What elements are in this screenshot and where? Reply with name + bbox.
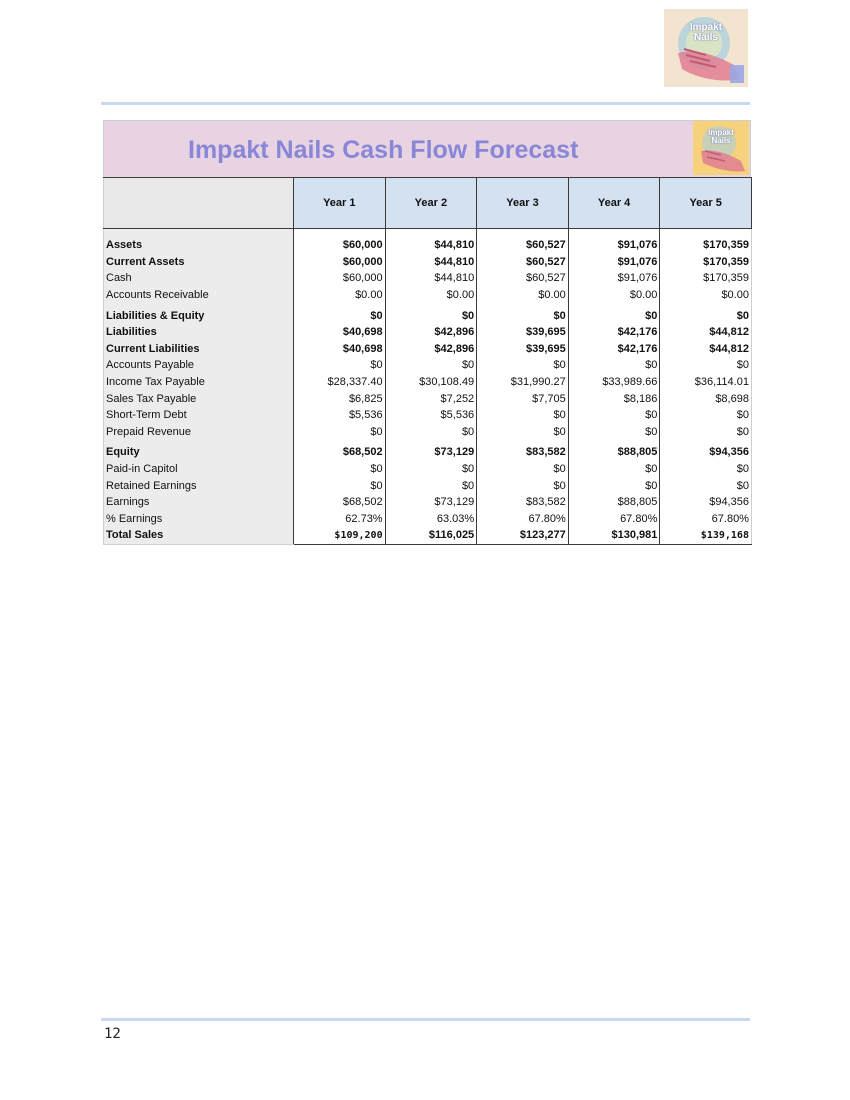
row-label: Prepaid Revenue [104,424,294,441]
spacer-cell [660,229,752,238]
value-cell: $0 [294,357,386,374]
header-corner [104,178,294,229]
spacer-cell [294,229,386,238]
value-cell: $0.00 [568,287,660,304]
table-row [104,307,752,324]
value-cell: $0 [385,357,477,374]
logo-text-line2: Nails [711,135,731,145]
table-row [104,477,752,494]
value-cell: $91,076 [568,254,660,271]
header-rule [101,102,750,105]
value-cell: $0 [660,307,752,324]
table-row [104,461,752,478]
value-cell: 62.73% [294,511,386,528]
table-row [104,511,752,528]
value-cell: $170,359 [660,237,752,254]
header-row [104,178,752,229]
page-number: 12 [104,1026,121,1042]
value-cell: $0 [477,407,569,424]
table-row [104,374,752,391]
value-cell: $0 [660,407,752,424]
value-cell: $42,896 [385,341,477,358]
value-cell: $0 [477,461,569,478]
column-header: Year 5 [660,178,752,229]
value-cell: $39,695 [477,324,569,341]
table-row [104,341,752,358]
row-label: Liabilities & Equity [104,307,294,324]
sheet-title: Impakt Nails Cash Flow Forecast [188,136,579,164]
row-label: Income Tax Payable [104,374,294,391]
value-cell: $91,076 [568,237,660,254]
value-cell: $60,000 [294,237,386,254]
value-cell: $0 [660,461,752,478]
value-cell: $7,705 [477,390,569,407]
hand-nails-icon [664,9,748,87]
footer-rule [101,1018,750,1021]
value-cell: $0.00 [660,287,752,304]
value-cell: $0 [568,424,660,441]
row-label: Equity [104,444,294,461]
table-row [104,527,752,544]
table-body [104,229,752,545]
value-cell: $6,825 [294,390,386,407]
value-cell: $44,812 [660,324,752,341]
table-row [104,407,752,424]
row-label: Paid-in Capitol [104,461,294,478]
value-cell: $40,698 [294,341,386,358]
column-header: Year 4 [568,178,660,229]
value-cell: $0 [385,477,477,494]
value-cell: $0 [568,477,660,494]
value-cell: $0.00 [294,287,386,304]
value-cell: $0 [568,357,660,374]
spacer-row [104,229,752,238]
logo-text-line1: Impakt [708,127,734,137]
table-row [104,424,752,441]
value-cell: $42,896 [385,324,477,341]
row-label: Earnings [104,494,294,511]
row-label: Accounts Receivable [104,287,294,304]
table-row [104,324,752,341]
value-cell: 67.80% [660,511,752,528]
value-cell: $170,359 [660,270,752,287]
spacer-cell [568,229,660,238]
row-label: % Earnings [104,511,294,528]
column-header: Year 3 [477,178,569,229]
row-label: Accounts Payable [104,357,294,374]
logo-text-line1: Impakt [689,22,723,34]
value-cell: $0 [477,357,569,374]
cash-flow-sheet [103,120,751,545]
value-cell: $39,695 [477,341,569,358]
row-label: Short-Term Debt [104,407,294,424]
value-cell: $88,805 [568,444,660,461]
row-label: Total Sales [104,527,294,544]
value-cell: $116,025 [385,527,477,544]
value-cell: $139,168 [660,527,752,544]
value-cell: $0 [660,477,752,494]
value-cell: $8,698 [660,390,752,407]
value-cell: $88,805 [568,494,660,511]
value-cell: $0 [385,461,477,478]
row-label: Retained Earnings [104,477,294,494]
value-cell: 63.03% [385,511,477,528]
value-cell: $5,536 [294,407,386,424]
value-cell: $5,536 [385,407,477,424]
value-cell: $31,990.27 [477,374,569,391]
value-cell: $83,582 [477,444,569,461]
value-cell: $83,582 [477,494,569,511]
row-label: Current Assets [104,254,294,271]
value-cell: $0 [294,461,386,478]
cash-flow-table [103,177,752,545]
value-cell: $60,000 [294,270,386,287]
value-cell: $0 [477,424,569,441]
value-cell: $0 [385,307,477,324]
value-cell: $42,176 [568,324,660,341]
value-cell: $0 [294,477,386,494]
value-cell: 67.80% [477,511,569,528]
value-cell: $68,502 [294,444,386,461]
company-logo [664,9,748,87]
spacer-cell [104,229,294,238]
value-cell: $42,176 [568,341,660,358]
value-cell: $0 [568,407,660,424]
logo-text-line2: Nails [694,32,718,44]
value-cell: $123,277 [477,527,569,544]
value-cell: $130,981 [568,527,660,544]
value-cell: $0 [477,477,569,494]
value-cell: $94,356 [660,444,752,461]
value-cell: $60,527 [477,270,569,287]
spacer-cell [477,229,569,238]
value-cell: $73,129 [385,494,477,511]
value-cell: $0 [568,307,660,324]
value-cell: $0 [568,461,660,478]
table-row [104,237,752,254]
value-cell: $170,359 [660,254,752,271]
value-cell: $0 [294,424,386,441]
column-header: Year 2 [385,178,477,229]
spacer-cell [385,229,477,238]
value-cell: $94,356 [660,494,752,511]
table-row [104,357,752,374]
value-cell: $0.00 [385,287,477,304]
value-cell: $0 [477,307,569,324]
value-cell: $0 [385,424,477,441]
value-cell: $33,989.66 [568,374,660,391]
value-cell: $73,129 [385,444,477,461]
value-cell: $0.00 [477,287,569,304]
row-label: Assets [104,237,294,254]
value-cell: $8,186 [568,390,660,407]
table-row [104,390,752,407]
value-cell: $0 [660,357,752,374]
table-row [104,270,752,287]
column-header: Year 1 [294,178,386,229]
value-cell: $0 [660,424,752,441]
row-label: Cash [104,270,294,287]
value-cell: $0 [294,307,386,324]
value-cell: $91,076 [568,270,660,287]
value-cell: $7,252 [385,390,477,407]
value-cell: $44,812 [660,341,752,358]
value-cell: 67.80% [568,511,660,528]
table-row [104,444,752,461]
value-cell: $109,200 [294,527,386,544]
value-cell: $28,337.40 [294,374,386,391]
row-label: Liabilities [104,324,294,341]
value-cell: $30,108.49 [385,374,477,391]
row-label: Current Liabilities [104,341,294,358]
value-cell: $40,698 [294,324,386,341]
value-cell: $44,810 [385,254,477,271]
value-cell: $68,502 [294,494,386,511]
value-cell: $44,810 [385,270,477,287]
value-cell: $36,114.01 [660,374,752,391]
table-row [104,287,752,304]
row-label: Sales Tax Payable [104,390,294,407]
title-band [103,120,751,177]
value-cell: $60,527 [477,237,569,254]
value-cell: $60,000 [294,254,386,271]
value-cell: $44,810 [385,237,477,254]
table-row [104,254,752,271]
value-cell: $60,527 [477,254,569,271]
table-row [104,494,752,511]
title-logo [693,121,749,175]
